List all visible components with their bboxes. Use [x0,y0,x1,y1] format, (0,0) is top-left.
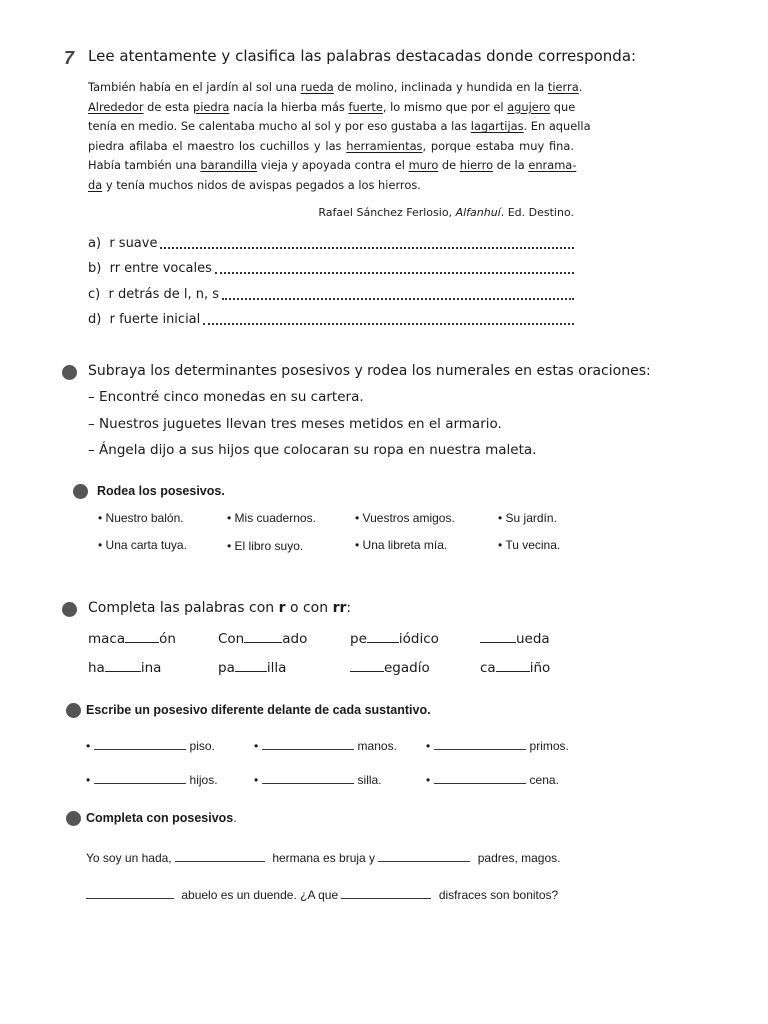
section-bullet-icon [62,602,77,617]
answer-blank[interactable] [341,888,431,899]
possessive-item[interactable]: • Tu vecina. [498,538,561,552]
answer-blank[interactable] [94,739,186,750]
fill-word: maca ón [88,631,176,647]
sentence-3: – Ángela dijo a sus hijos que colocaran su ropa en nuestra maleta. [88,442,537,458]
possessive-blank-row: • piso. [86,739,215,753]
answer-blank[interactable] [175,851,265,862]
citation: Rafael Sánchez Ferlosio, Alfanhuí. Ed. Destino. [318,206,574,219]
exercise-number: 7 [64,48,75,68]
fill-blank[interactable] [350,659,384,672]
section-bullet-icon [73,484,88,499]
fill-word: pe iódico [350,631,439,647]
possessive-item[interactable]: • Vuestros amigos. [355,511,455,525]
fill-word: ueda [480,630,550,647]
fill-word: egadío [350,659,430,676]
fill-word: ha ina [88,660,162,676]
possessive-blank-row: • hijos. [86,773,218,787]
sentence-2: – Nuestros juguetes llevan tres meses metidos en el armario. [88,416,502,432]
possessive-item[interactable]: • Su jardín. [498,511,557,525]
answer-blank[interactable] [86,888,174,899]
rodea-title: Rodea los posesivos. [97,484,225,498]
possessive-item[interactable]: • Una carta tuya. [98,538,187,552]
fill-word: ca iño [480,660,551,676]
fill-blank[interactable] [125,630,159,643]
subraya-title: Subraya los determinantes posesivos y rodea los numerales en estas oraciones: [88,363,651,379]
possessive-item[interactable]: • Mis cuadernos. [227,511,316,525]
answer-blank[interactable] [378,851,470,862]
possessive-blank-row: • silla. [254,773,382,787]
escribe-title: Escribe un posesivo diferente delante de cada sustantivo. [86,703,431,717]
completa-r-title: Completa las palabras con r o con rr: [88,600,352,616]
answer-blank[interactable] [94,773,186,784]
completa-posesivos-title: Completa con posesivos. [86,811,237,825]
possessive-item[interactable]: • El libro suyo. [227,539,304,553]
fill-blank[interactable] [235,659,267,672]
answer-blank[interactable] [262,739,354,750]
answer-blank[interactable] [262,773,354,784]
posesivos-sentence-1: Yo soy un hada, hermana es bruja y padres, magos. [86,851,561,865]
fill-blank[interactable] [480,630,516,643]
fill-blank[interactable] [244,630,282,643]
section-bullet-icon [66,811,81,826]
fill-word: pa illa [218,660,287,676]
classify-line-b[interactable]: b) rr entre vocales [88,261,574,276]
section-bullet-icon [66,703,81,718]
possessive-blank-row: • cena. [426,773,559,787]
possessive-blank-row: • manos. [254,739,397,753]
fill-word: Con ado [218,631,308,647]
sentence-1: – Encontré cinco monedas en su cartera. [88,389,364,405]
answer-blank[interactable] [434,773,526,784]
reading-passage: También había en el jardín al sol una rueda de molino, inclinada y hundida en la tierra. Alrededor de esta piedra nacía la hierba más fuerte, lo mismo que por el agujero que tenía en medio. Se calentaba mucho al sol y por eso gustaba a las lagartijas. En aquella piedra afilaba el maestro los cuchillos y las herramientas, porque estaba muy fina. Había también una barandilla vieja y apoyada contra el muro de hierro de la enrama- da y tenía muchos nidos de avispas pegados a los hierros. [88,80,591,192]
posesivos-sentence-2: abuelo es un duende. ¿A que disfraces son bonitos? [86,888,558,902]
possessive-item[interactable]: • Una libreta mía. [355,538,448,552]
fill-blank[interactable] [496,659,530,672]
possessive-blank-row: • primos. [426,739,569,753]
fill-blank[interactable] [105,659,141,672]
fill-blank[interactable] [367,630,399,643]
exercise-7-title: Lee atentamente y clasifica las palabras destacadas donde corresponda: [88,47,637,65]
possessive-item[interactable]: • Nuestro balón. [98,511,184,525]
classify-line-c[interactable]: c) r detrás de l, n, s [88,287,574,302]
section-bullet-icon [62,365,77,380]
classify-line-d[interactable]: d) r fuerte inicial [88,312,574,327]
classify-line-a[interactable]: a) r suave [88,236,574,251]
answer-blank[interactable] [434,739,526,750]
